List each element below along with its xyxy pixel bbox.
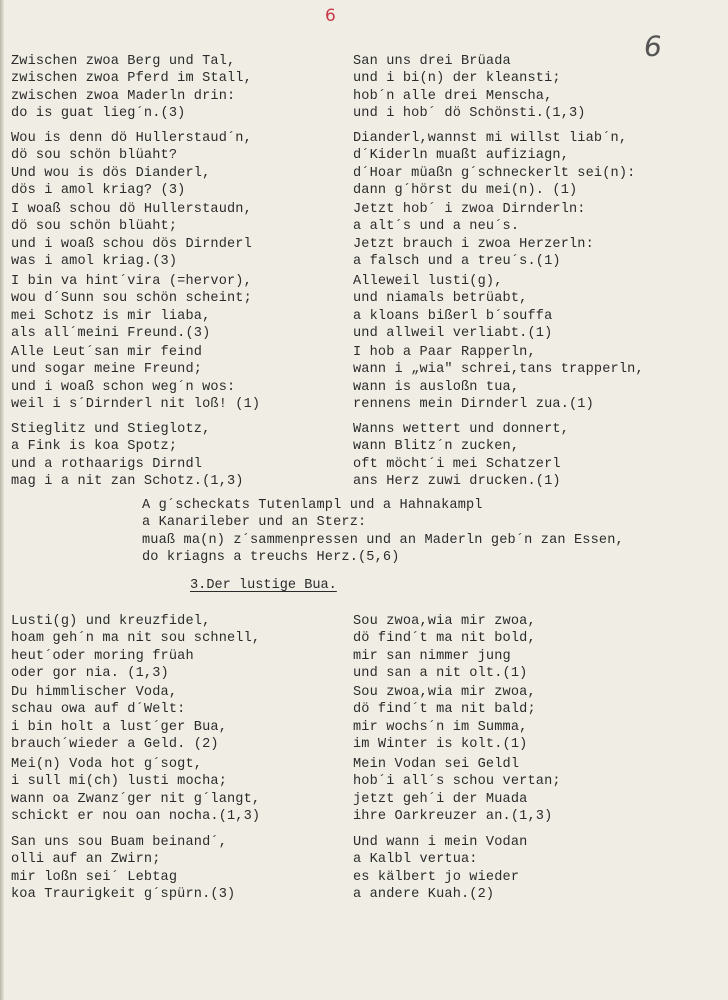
stanza-bottom-left-2: Du himmlischer Voda, schau owa auf d´Welt: i bin holt a lust´ger Bua, brauch´wieder a Geld. (2) <box>11 685 227 752</box>
stanza-right-5: I hob a Paar Rapperln, wann i „wia" schrei,tans trapperln, wann is ausloßn tua, rennens mein Dirnderl zua.(1) <box>353 345 644 412</box>
stanza-right-4: Alleweil lusti(g), und niamals betrüabt, a kloans bißerl b´souffa und allweil verliabt.(1) <box>353 274 553 341</box>
stanza-bottom-left-4: San uns sou Buam beinand´, olli auf an Zwirn; mir loßn sei´ Lebtag koa Traurigkeit g´spürn.(3) <box>11 835 236 902</box>
stanza-left-1: Zwischen zwoa Berg und Tal, zwischen zwoa Pferd im Stall, zwischen zwoa Maderln drin: do is guat lieg´n.(3) <box>11 54 252 121</box>
page-number-pencil: 6 <box>641 30 665 63</box>
refrain-stanza: A g´scheckats Tutenlampl und a Hahnakampl a Kanarileber und an Sterz: muaß ma(n) z´sammenpressen und an Maderln geb´n zan Essen, do kriagns a treuchs Herz.(5,6) <box>142 498 624 565</box>
stanza-bottom-left-1: Lusti(g) und kreuzfidel, hoam geh´n ma nit sou schnell, heut´oder moring früah oder gor nia. (1,3) <box>11 614 261 681</box>
stanza-left-3: I woaß schou dö Hullerstaudn, dö sou schön blüaht; und i woaß schou dös Dirnderl was i amol kriag.(3) <box>11 202 252 269</box>
stanza-bottom-right-4: Und wann i mein Vodan a Kalbl vertua: es kälbert jo wieder a andere Kuah.(2) <box>353 835 528 902</box>
stanza-right-2: Dianderl,wannst mi willst liab´n, d´Kiderln muaßt aufiziagn, d´Hoar müaßn g´schneckerlt sei(n): dann g´hörst du mei(n). (1) <box>353 131 636 198</box>
stanza-right-6: Wanns wettert und donnert, wann Blitz´n zucken, oft möcht´i mei Schatzerl ans Herz zuwi drucken.(1) <box>353 422 569 489</box>
stanza-right-3: Jetzt hob´ i zwoa Dirnderln: a alt´s und a neu´s. Jetzt brauch i zwoa Herzerln: a falsch und a treu´s.(1) <box>353 202 594 269</box>
stanza-bottom-right-3: Mein Vodan sei Geldl hob´i all´s schou vertan; jetzt geh´i der Muada ihre Oarkreuzer an.(1,3) <box>353 757 561 824</box>
stanza-left-5: Alle Leut´san mir feind und sogar meine Freund; und i woaß schon weg´n wos: weil i s´Dirnderl nit loß! (1) <box>11 345 261 412</box>
stanza-left-4: I bin va hint´vira (=hervor), wou d´Sunn sou schön scheint; mei Schotz is mir liaba, als all´meini Freund.(3) <box>11 274 252 341</box>
stanza-left-2: Wou is denn dö Hullerstaud´n, dö sou schön blüaht? Und wou is dös Dianderl, dös i amol kriag? (3) <box>11 131 252 198</box>
page-number-red: 6 <box>325 6 336 26</box>
stanza-bottom-left-3: Mei(n) Voda hot g´sogt, i sull mi(ch) lusti mocha; wann oa Zwanz´ger nit g´langt, schickt er nou oan nocha.(1,3) <box>11 757 261 824</box>
stanza-right-1: San uns drei Brüada und i bi(n) der kleansti; hob´n alle drei Menscha, und i hob´ dö Schönsti.(1,3) <box>353 54 586 121</box>
page-edge <box>0 0 4 1000</box>
stanza-bottom-right-1: Sou zwoa,wia mir zwoa, dö find´t ma nit bold, mir san nimmer jung und san a nit olt.(1) <box>353 614 536 681</box>
section-title: 3.Der lustige Bua. <box>190 578 337 593</box>
stanza-bottom-right-2: Sou zwoa,wia mir zwoa, dö find´t ma nit bald; mir wochs´n im Summa, im Winter is kolt.(1) <box>353 685 536 752</box>
stanza-left-6: Stieglitz und Stieglotz, a Fink is koa Spotz; und a rothaarigs Dirndl mag i a nit zan Schotz.(1,3) <box>11 422 244 489</box>
